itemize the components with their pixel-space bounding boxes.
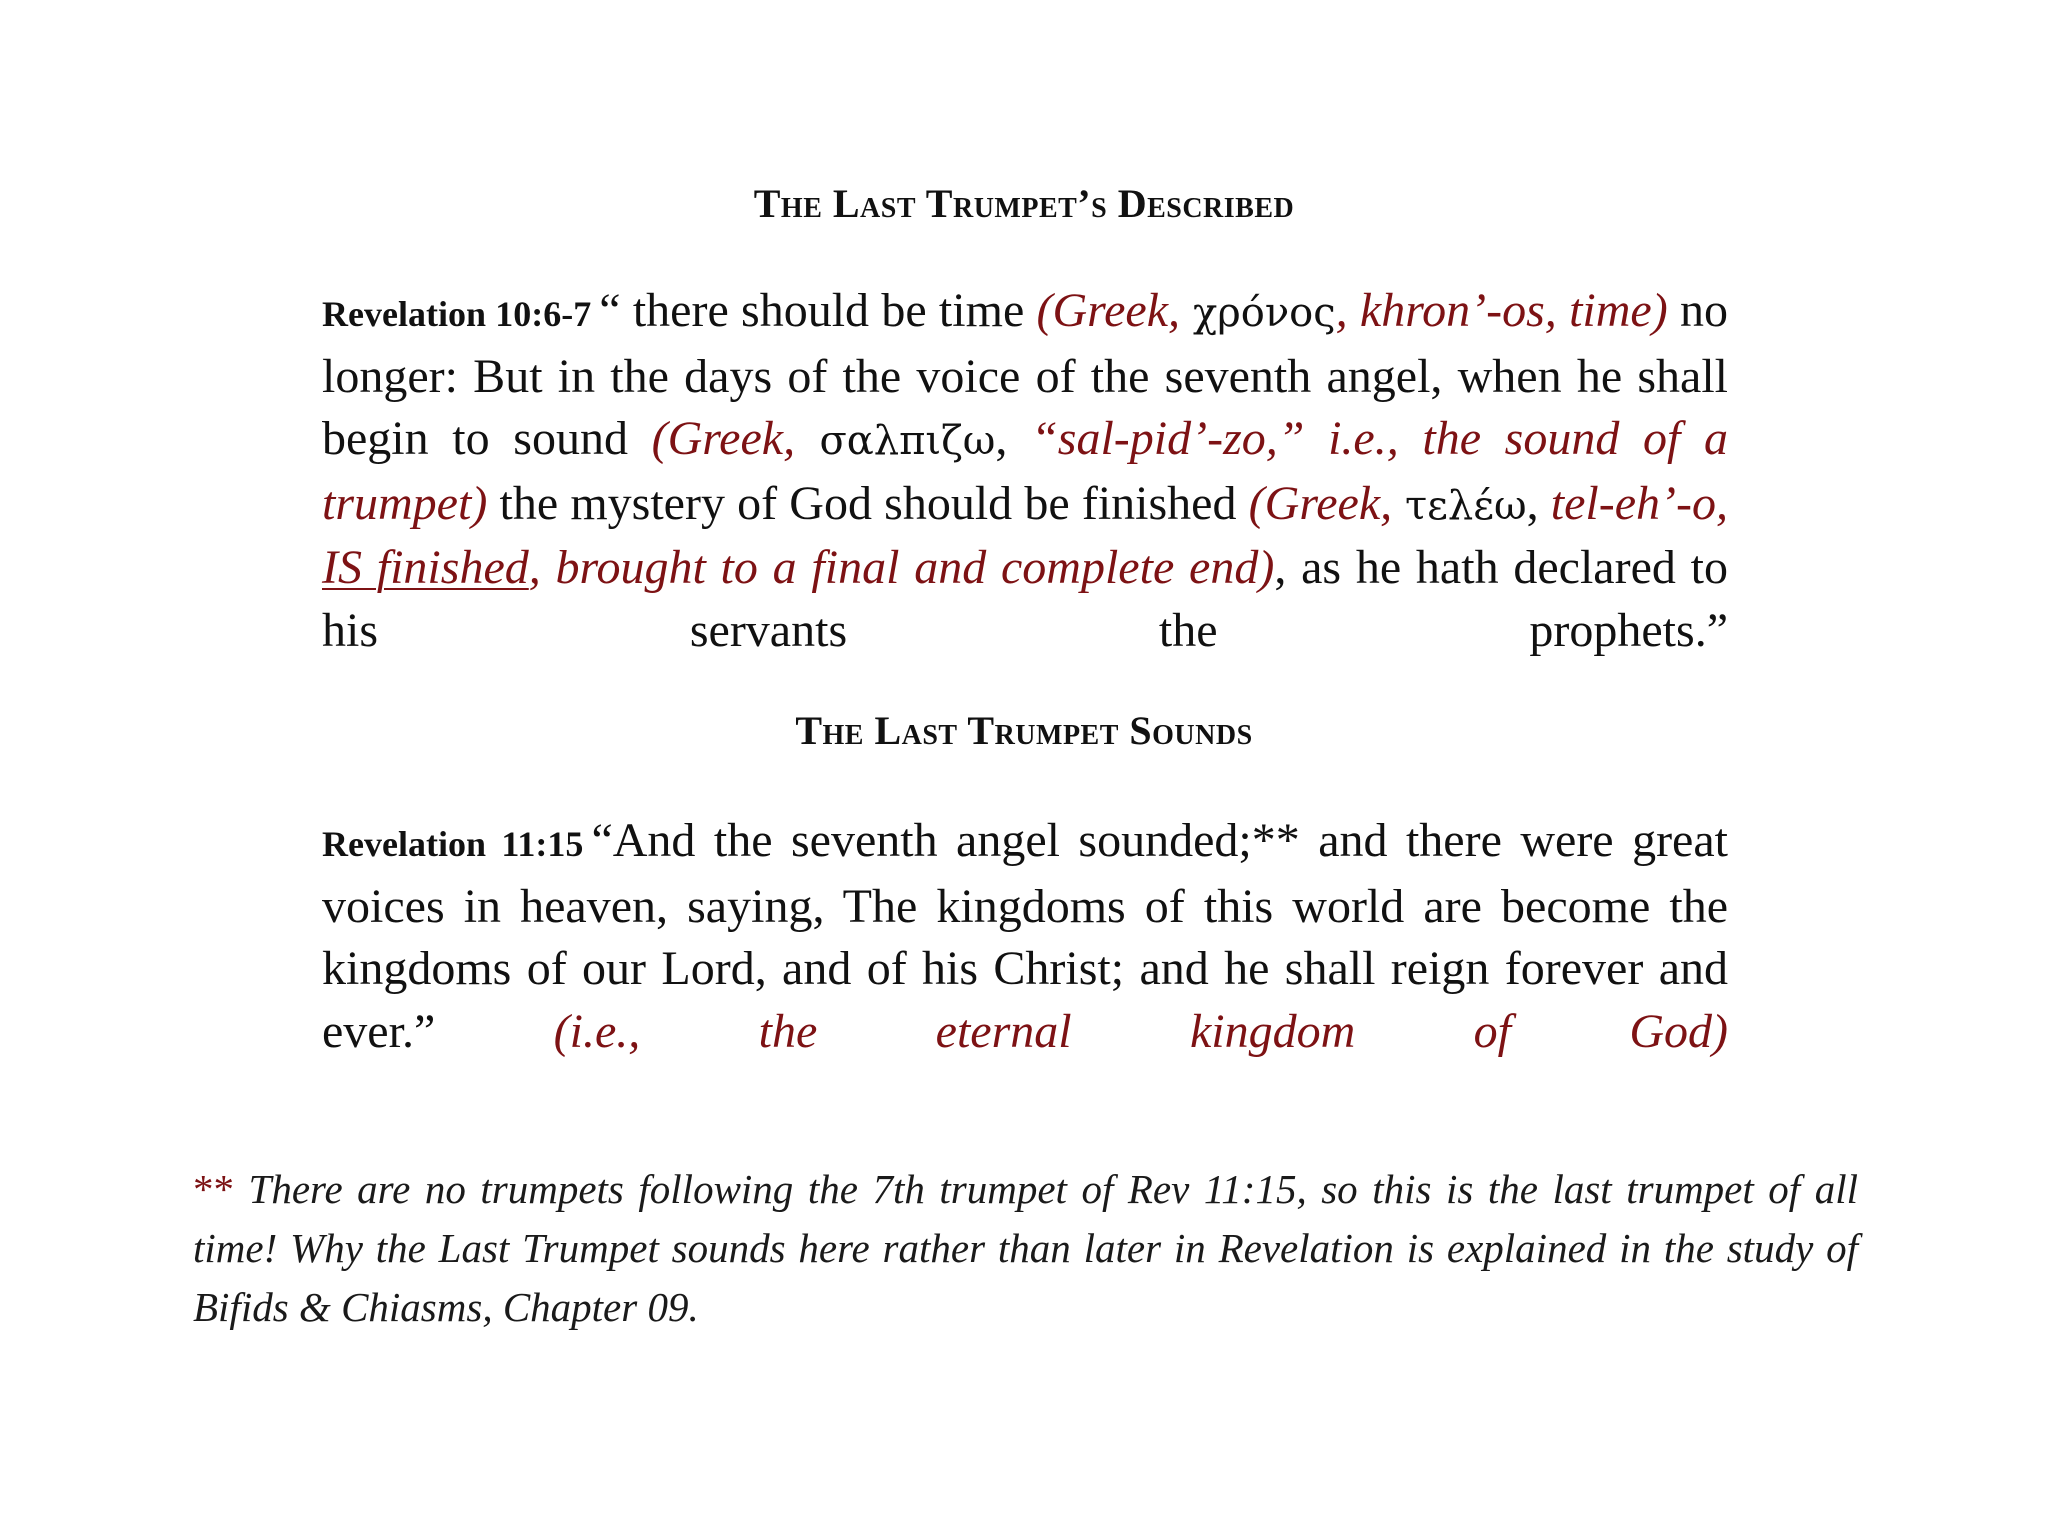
footnote: [193, 1160, 1858, 1337]
section-heading-sounds: The Last Trumpet Sounds: [795, 708, 1253, 753]
footnote-text: There are no trumpets following the 7th trumpet of Rev 11:15, so this is the last trumpet of all time! Why the Last Trumpet sounds here rather than later in Revelation is explained in the study of Bifids & Chiasms, Chapter 09.: [193, 1166, 1858, 1330]
scripture-text: ,: [1526, 476, 1551, 530]
scripture-reference: Revelation 10:6-7: [322, 294, 592, 334]
greek-word: τελέω: [1392, 482, 1527, 529]
commentary-text: , brought to a final and complete end): [528, 541, 1275, 594]
scripture-text: “ there should be time: [599, 284, 1037, 337]
scripture-passage-rev-10: [322, 280, 1728, 662]
commentary-text: “sal-pid’-zo,” i.e., the sound of a trumpet): [322, 412, 1729, 530]
scripture-text: , as he hath declared to his servants the prophets.”: [322, 541, 1728, 657]
scripture-text: “And the seventh angel sounded;** and there were great voices in heaven, saying, The kingdoms of this world are become the kingdoms of our Lord, and of his Christ; and he shall reign forever and ever.”: [322, 814, 1728, 1058]
scripture-reference: Revelation 11:15: [322, 824, 584, 864]
scripture-text: the mystery of God should be finished: [487, 476, 1249, 530]
commentary-text: (Greek,: [1036, 284, 1180, 337]
section-heading-described: The Last Trumpet’s Described: [753, 181, 1295, 226]
commentary-text: tel-eh’-o,: [1550, 476, 1729, 530]
commentary-text: , khron’-os, time): [1335, 284, 1668, 337]
footnote-marker: **: [193, 1166, 234, 1212]
scripture-text: no longer: But in the days of the voice of the seventh angel, when he shall begin to sound: [322, 284, 1728, 465]
commentary-text: (Greek,: [1248, 476, 1393, 530]
scripture-text: ,: [995, 412, 1032, 465]
greek-word: χρόνος: [1180, 290, 1336, 336]
underlined-commentary: IS finished: [322, 541, 529, 594]
commentary-text: (Greek,: [651, 412, 796, 465]
greek-word: σαλπιζω: [795, 418, 996, 464]
scripture-passage-rev-11: [322, 810, 1728, 1063]
commentary-text: (i.e., the eternal kingdom of God): [553, 1004, 1729, 1058]
